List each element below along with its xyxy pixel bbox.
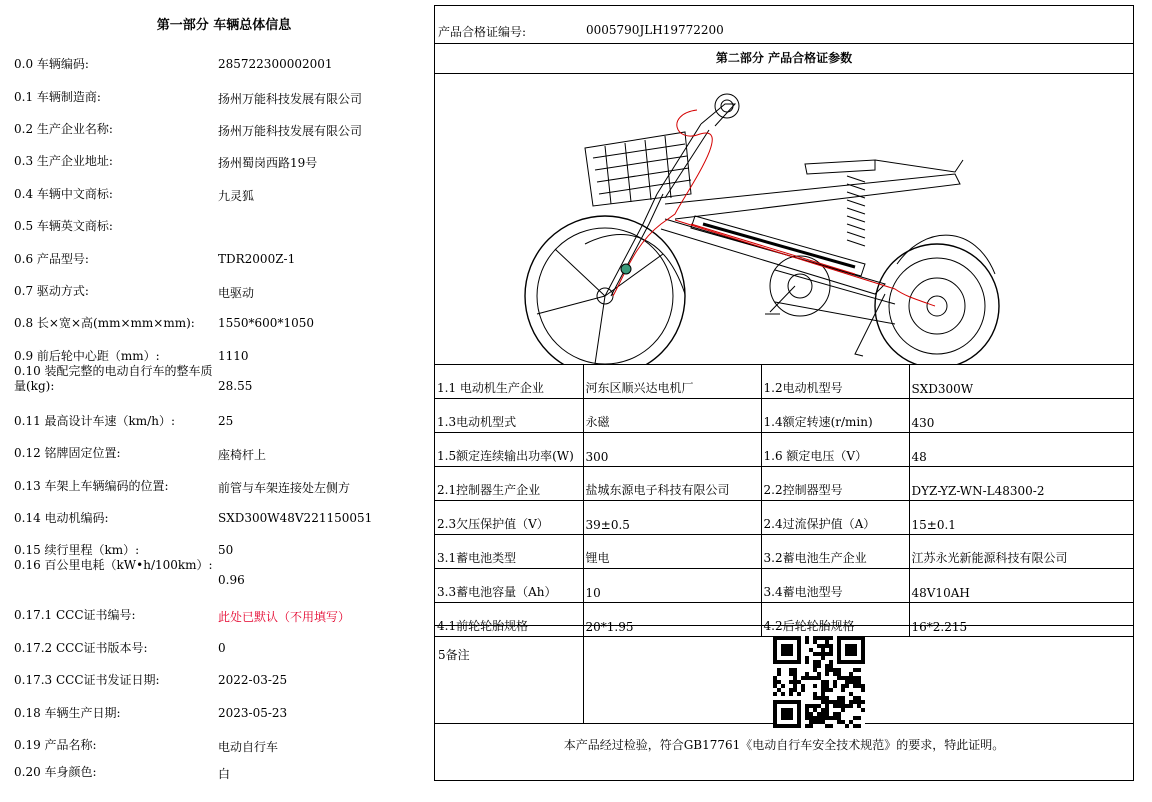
info-label: 0.13 车架上车辆编码的位置:	[14, 479, 169, 493]
parameter-label: 2.2控制器型号	[761, 467, 909, 501]
part2-title: 第二部分 产品合格证参数	[435, 43, 1133, 74]
info-value: 2023-05-23	[218, 706, 288, 720]
info-row	[14, 316, 424, 346]
parameter-label: 1.1 电动机生产企业	[435, 365, 583, 399]
info-value: TDR2000Z-1	[218, 252, 296, 266]
remarks-row	[435, 625, 1133, 724]
info-row	[14, 765, 424, 795]
parameter-value: 39±0.5	[583, 501, 761, 535]
info-value: 扬州万能科技发展有限公司	[218, 92, 363, 106]
parameter-row	[435, 467, 1133, 501]
info-value: SXD300W48V221150051	[218, 511, 373, 525]
parameter-label: 4.1前轮轮胎规格	[435, 603, 583, 637]
parameter-label: 1.2电动机型号	[761, 365, 909, 399]
info-value: 电动自行车	[218, 740, 279, 754]
info-row	[14, 558, 424, 588]
parameter-value: 16*2.215	[909, 603, 1133, 637]
parameter-value: SXD300W	[909, 365, 1133, 399]
info-value: 0.96	[218, 573, 245, 587]
parameter-table	[435, 364, 1133, 637]
info-label: 0.17.3 CCC证书发证日期:	[14, 673, 160, 687]
parameter-value: 15±0.1	[909, 501, 1133, 535]
info-label: 0.6 产品型号:	[14, 252, 89, 266]
electric-bike-drawing	[435, 74, 1133, 364]
parameter-value: 10	[583, 569, 761, 603]
parameter-label: 4.2后轮轮胎规格	[761, 603, 909, 637]
info-label: 0.4 车辆中文商标:	[14, 187, 113, 201]
info-row	[14, 284, 424, 314]
info-label: 0.12 铭牌固定位置:	[14, 446, 121, 460]
info-row	[14, 738, 424, 768]
parameter-row	[435, 501, 1133, 535]
parameter-value: 永磁	[583, 399, 761, 433]
info-value: 2022-03-25	[218, 673, 288, 687]
info-label: 0.9 前后轮中心距（mm）:	[14, 349, 160, 363]
parameter-row	[435, 433, 1133, 467]
info-label: 0.19 产品名称:	[14, 738, 97, 752]
info-row	[14, 90, 424, 120]
info-value: 1110	[218, 349, 249, 363]
info-value: 50	[218, 543, 234, 557]
parameter-value: 430	[909, 399, 1133, 433]
info-row	[14, 187, 424, 217]
info-value: 1550*600*1050	[218, 316, 314, 330]
info-row	[14, 122, 424, 152]
info-row	[14, 219, 424, 249]
info-row	[14, 706, 424, 736]
info-value: 白	[218, 767, 231, 781]
parameter-value: 江苏永光新能源科技有限公司	[909, 535, 1133, 569]
info-value: 0	[218, 641, 226, 655]
info-value: 28.55	[218, 379, 253, 393]
remarks-label: 5备注	[438, 648, 470, 662]
parameter-label: 1.3电动机型式	[435, 399, 583, 433]
parameter-label: 2.1控制器生产企业	[435, 467, 583, 501]
info-value: 电驱动	[218, 286, 255, 300]
info-row	[14, 154, 424, 184]
info-row	[14, 446, 424, 476]
parameter-label: 2.4过流保护值（A）	[761, 501, 909, 535]
info-label: 0.17.2 CCC证书版本号:	[14, 641, 148, 655]
parameter-row	[435, 569, 1133, 603]
parameter-value: 48V10AH	[909, 569, 1133, 603]
parameter-label: 1.6 额定电压（V）	[761, 433, 909, 467]
part1-title: 第一部分 车辆总体信息	[156, 18, 292, 33]
certificate-number-row	[435, 6, 1133, 44]
parameter-label: 3.3蓄电池容量（Ah）	[435, 569, 583, 603]
info-label: 0.14 电动机编码:	[14, 511, 109, 525]
remarks-divider	[583, 626, 584, 723]
info-row	[14, 511, 424, 541]
parameter-value: 盐城东源电子科技有限公司	[583, 467, 761, 501]
info-row	[14, 57, 424, 87]
parameter-value: 300	[583, 433, 761, 467]
parameter-label: 3.1蓄电池类型	[435, 535, 583, 569]
info-value: 座椅杆上	[218, 448, 267, 462]
parameter-label: 1.4额定转速(r/min)	[761, 399, 909, 433]
info-row	[14, 414, 424, 444]
info-label: 0.17.1 CCC证书编号:	[14, 608, 136, 622]
bike-illustration	[435, 74, 1133, 364]
parameter-value: DYZ-YZ-WN-L48300-2	[909, 467, 1133, 501]
certificate-panel	[434, 5, 1134, 781]
parameter-value: 锂电	[583, 535, 761, 569]
info-row	[14, 252, 424, 282]
parameter-value: 20*1.95	[583, 603, 761, 637]
certification-statement: 本产品经过检验，符合GB17761《电动自行车安全技术规范》的要求，特此证明。	[563, 738, 1005, 752]
info-value: 285722300002001	[218, 57, 333, 71]
info-label: 0.2 生产企业名称:	[14, 122, 113, 136]
parameter-row	[435, 365, 1133, 399]
certificate-number-value: 0005790JLH19772200	[586, 23, 724, 37]
qr-code-icon	[773, 636, 865, 728]
parameter-label: 2.3欠压保护值（V）	[435, 501, 583, 535]
info-label: 0.1 车辆制造商:	[14, 90, 101, 104]
info-value: 扬州蜀岗西路19号	[218, 156, 318, 170]
info-row	[14, 641, 424, 671]
parameter-label: 3.4蓄电池型号	[761, 569, 909, 603]
parameter-row	[435, 535, 1133, 569]
info-label: 0.8 长×宽×高(mm×mm×mm):	[14, 316, 195, 330]
info-label: 0.10 装配完整的电动自行车的整车质量(kg):	[14, 364, 213, 393]
info-row	[14, 673, 424, 703]
info-value: 25	[218, 414, 234, 428]
info-row	[14, 364, 424, 394]
parameter-label: 3.2蓄电池生产企业	[761, 535, 909, 569]
info-label: 0.0 车辆编码:	[14, 57, 89, 71]
info-row	[14, 479, 424, 509]
info-label: 0.3 生产企业地址:	[14, 154, 113, 168]
info-label: 0.15 续行里程（km）:	[14, 543, 140, 557]
certificate-number-label: 产品合格证编号:	[438, 25, 527, 39]
parameter-value: 河东区顺兴达电机厂	[583, 365, 761, 399]
info-label: 0.20 车身颜色:	[14, 765, 97, 779]
info-value: 扬州万能科技发展有限公司	[218, 124, 363, 138]
info-label: 0.11 最高设计车速（km/h）:	[14, 414, 175, 428]
info-value: 此处已默认（不用填写）	[218, 610, 351, 624]
info-row	[14, 608, 424, 638]
info-label: 0.5 车辆英文商标:	[14, 219, 113, 233]
parameter-label: 1.5额定连续输出功率(W)	[435, 433, 583, 467]
parameter-row	[435, 399, 1133, 433]
info-label: 0.18 车辆生产日期:	[14, 706, 121, 720]
info-value: 九灵狐	[218, 189, 255, 203]
info-value: 前管与车架连接处左侧方	[218, 481, 351, 495]
parameter-value: 48	[909, 433, 1133, 467]
info-label: 0.7 驱动方式:	[14, 284, 89, 298]
vehicle-info-panel	[0, 0, 420, 802]
info-label: 0.16 百公里电耗（kW•h/100km）:	[14, 558, 213, 572]
